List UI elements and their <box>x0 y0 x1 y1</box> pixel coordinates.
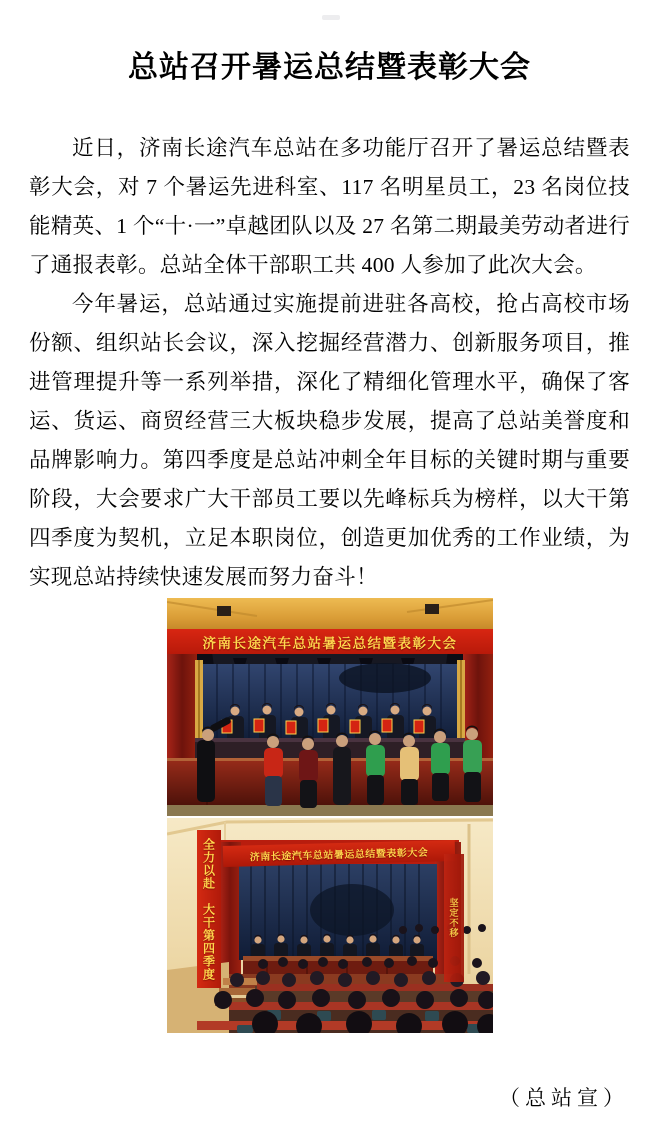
article-body <box>29 129 630 597</box>
stage-table <box>195 738 465 758</box>
hall-wall <box>167 598 493 632</box>
article-paragraph-1: 近日，济南长途汽车总站在多功能厅召开了暑运总结暨表彰大会，对 7 个暑运先进科室、117 名明星员工，23 名岗位技能精英、1 个“十·一”卓越团队以及 27 名第二期最美劳动者进行了通报表彰。总站全体干部职工共 400 人参加了此次大会。 <box>29 136 630 277</box>
photo1-stage-banner: 济南长途汽车总站暑运总结暨表彰大会 <box>167 629 493 654</box>
article-paragraph-2: 今年暑运，总站通过实施提前进驻各高校，抢占高校市场份额、组织站长会议，深入挖掘经营潜力、创新服务项目，推进管理提升等一系列举措，深化了精细化管理水平，确保了客运、货运、商贸经营三大板块稳步发展，提高了总站美誉度和品牌影响力。第四季度是总站冲刺全年目标的关键时期与重要阶段，大会要求广大干部员工要以先峰标兵为榜样，以大干第四季度为契机，立足本职岗位，创造更加优秀的工作业绩，为实现总站持续快速发展而努力奋斗！ <box>29 292 630 589</box>
photo-award-ceremony <box>167 598 493 816</box>
photo2-left-vertical-banner: 全力以赴 大干第四季度 <box>197 830 221 988</box>
article-signature: （总站宣） <box>499 1086 629 1110</box>
faint-artifact <box>322 15 340 20</box>
backdrop-curtain <box>239 864 437 960</box>
photo2-right-vertical-banner: 坚定不移 <box>444 854 464 982</box>
photo2-stage-banner: 济南长途汽车总站暑运总结暨表彰大会 <box>223 840 455 867</box>
page-title: 总站召开暑运总结暨表彰大会 <box>128 51 531 84</box>
photo-meeting-hall <box>167 818 493 1033</box>
